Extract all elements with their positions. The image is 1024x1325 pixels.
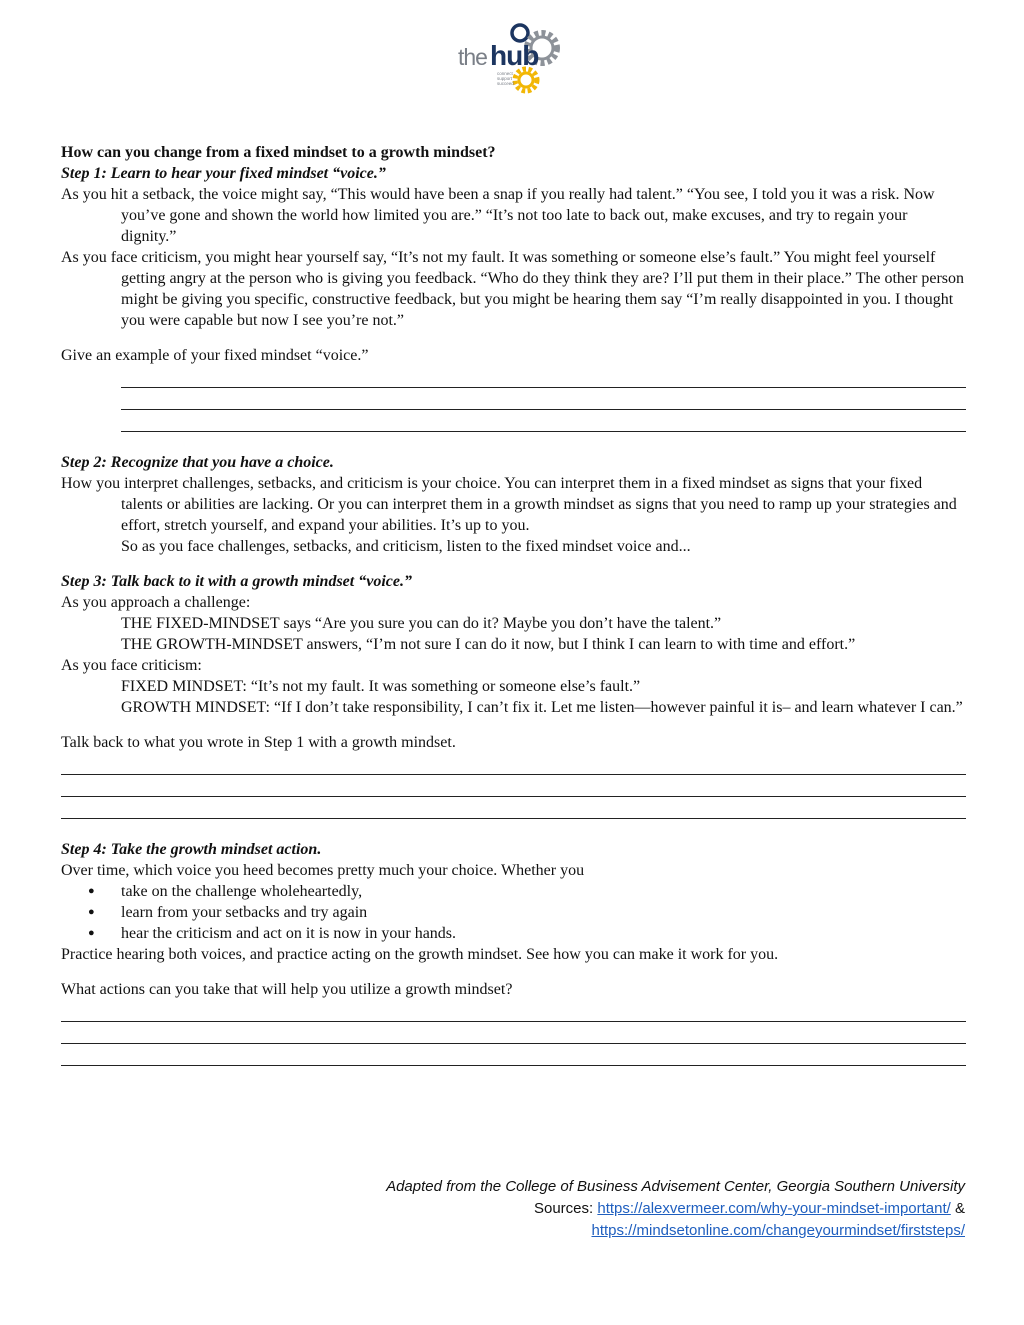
step1-title: Step 1: Learn to hear your fixed mindset “voice.” [61, 165, 386, 182]
logo-hub-text: hub [490, 40, 539, 71]
list-item: ● hear the criticism and act on it is now in your hands. [61, 923, 966, 944]
step4-title: Step 4: Take the growth mindset action. [61, 841, 322, 858]
step3-criticism-intro: As you face criticism: [61, 657, 202, 674]
step1-answer-line[interactable] [121, 388, 966, 410]
logo-sub-succeed: succeed [497, 81, 514, 86]
adapted-from-text: Adapted from the College of Business Advisement Center, Georgia Southern University [386, 1178, 965, 1195]
step1-answer-line[interactable] [121, 410, 966, 432]
source-link-mindsetonline[interactable]: https://mindsetonline.com/changeyourmindset/firststeps/ [591, 1222, 965, 1239]
step2-choice-paragraph: How you interpret challenges, setbacks, and criticism is your choice. You can interpret them in a fixed mindset as signs that your fixed talents or abilities are lacking. Or you can interpret them in a growth mindset as signs that you need to ramp up your strategies and effort, stretch yourself, and expand your abilities. It’s up to you. [61, 475, 957, 534]
footer-credits [386, 1176, 965, 1242]
step3-answer-line[interactable] [61, 753, 966, 775]
source-link-alexvermeer[interactable]: https://alexvermeer.com/why-your-mindset-important/ [597, 1200, 951, 1217]
list-item: ● take on the challenge wholeheartedly, [61, 881, 966, 902]
list-item: ● learn from your setbacks and try again [61, 902, 966, 923]
logo-sub-connect: connect [497, 71, 513, 76]
ampersand: & [950, 1200, 965, 1217]
worksheet-content [61, 142, 966, 1066]
page-title: How can you change from a fixed mindset to a growth mindset? [61, 144, 496, 161]
sources-line [386, 1198, 965, 1220]
step3-challenge-intro: As you approach a challenge: [61, 594, 251, 611]
step1-criticism-paragraph: As you face criticism, you might hear yourself say, “It’s not my fault. It was something or someone else’s fault.” You might feel yourself getting angry at the person who is giving you feedback. “Who do they think they are? I’ll put them in their place.” The other person might be giving you specific, constructive feedback, but you might be hearing them say “I’m really disappointed in you. I thought you were capable but now I see you’re not.” [61, 249, 965, 329]
step3-fixed-challenge: THE FIXED-MINDSET says “Are you sure you can do it? Maybe you don’t have the talent.” [121, 615, 722, 632]
step3-answer-line[interactable] [61, 797, 966, 819]
step3-growth-challenge: THE GROWTH-MINDSET answers, “I’m not sure I can do it now, but I think I can learn to with time and effort.” [121, 636, 856, 653]
step2-title: Step 2: Recognize that you have a choice. [61, 454, 334, 471]
logo-the-text: the [458, 44, 487, 70]
step3-title: Step 3: Talk back to it with a growth mindset “voice.” [61, 573, 412, 590]
step4-answer-line[interactable] [61, 1000, 966, 1022]
sources-label: Sources: [533, 1200, 598, 1217]
step1-prompt: Give an example of your fixed mindset “voice.” [61, 347, 369, 364]
the-hub-logo [456, 22, 574, 100]
step3-answer-line[interactable] [61, 775, 966, 797]
step2-listen-paragraph: So as you face challenges, setbacks, and criticism, listen to the fixed mindset voice and... [121, 538, 691, 555]
step4-bullet-list [61, 881, 966, 944]
step4-closing: Practice hearing both voices, and practice acting on the growth mindset. See how you can make it work for you. [61, 946, 779, 963]
step1-answer-line[interactable] [121, 366, 966, 388]
logo-sub-support: support [497, 76, 513, 81]
step4-prompt: What actions can you take that will help you utilize a growth mindset? [61, 981, 513, 998]
step3-fixed-criticism: FIXED MINDSET: “It’s not my fault. It was something or someone else’s fault.” [121, 678, 641, 695]
step4-answer-line[interactable] [61, 1044, 966, 1066]
step4-answer-line[interactable] [61, 1022, 966, 1044]
step4-intro: Over time, which voice you heed becomes pretty much your choice. Whether you [61, 862, 585, 879]
step3-prompt: Talk back to what you wrote in Step 1 with a growth mindset. [61, 734, 456, 751]
step1-setback-paragraph: As you hit a setback, the voice might say, “This would have been a snap if you really had talent.” “You see, I told you it was a risk. Now you’ve gone and shown the world how limited you are.” “It’s not too late to back out, make excuses, and try to regain your dignity.” [61, 186, 935, 245]
step3-growth-criticism: GROWTH MINDSET: “If I don’t take responsibility, I can’t fix it. Let me listen—however painful it is– and learn whatever I can.” [121, 699, 963, 716]
